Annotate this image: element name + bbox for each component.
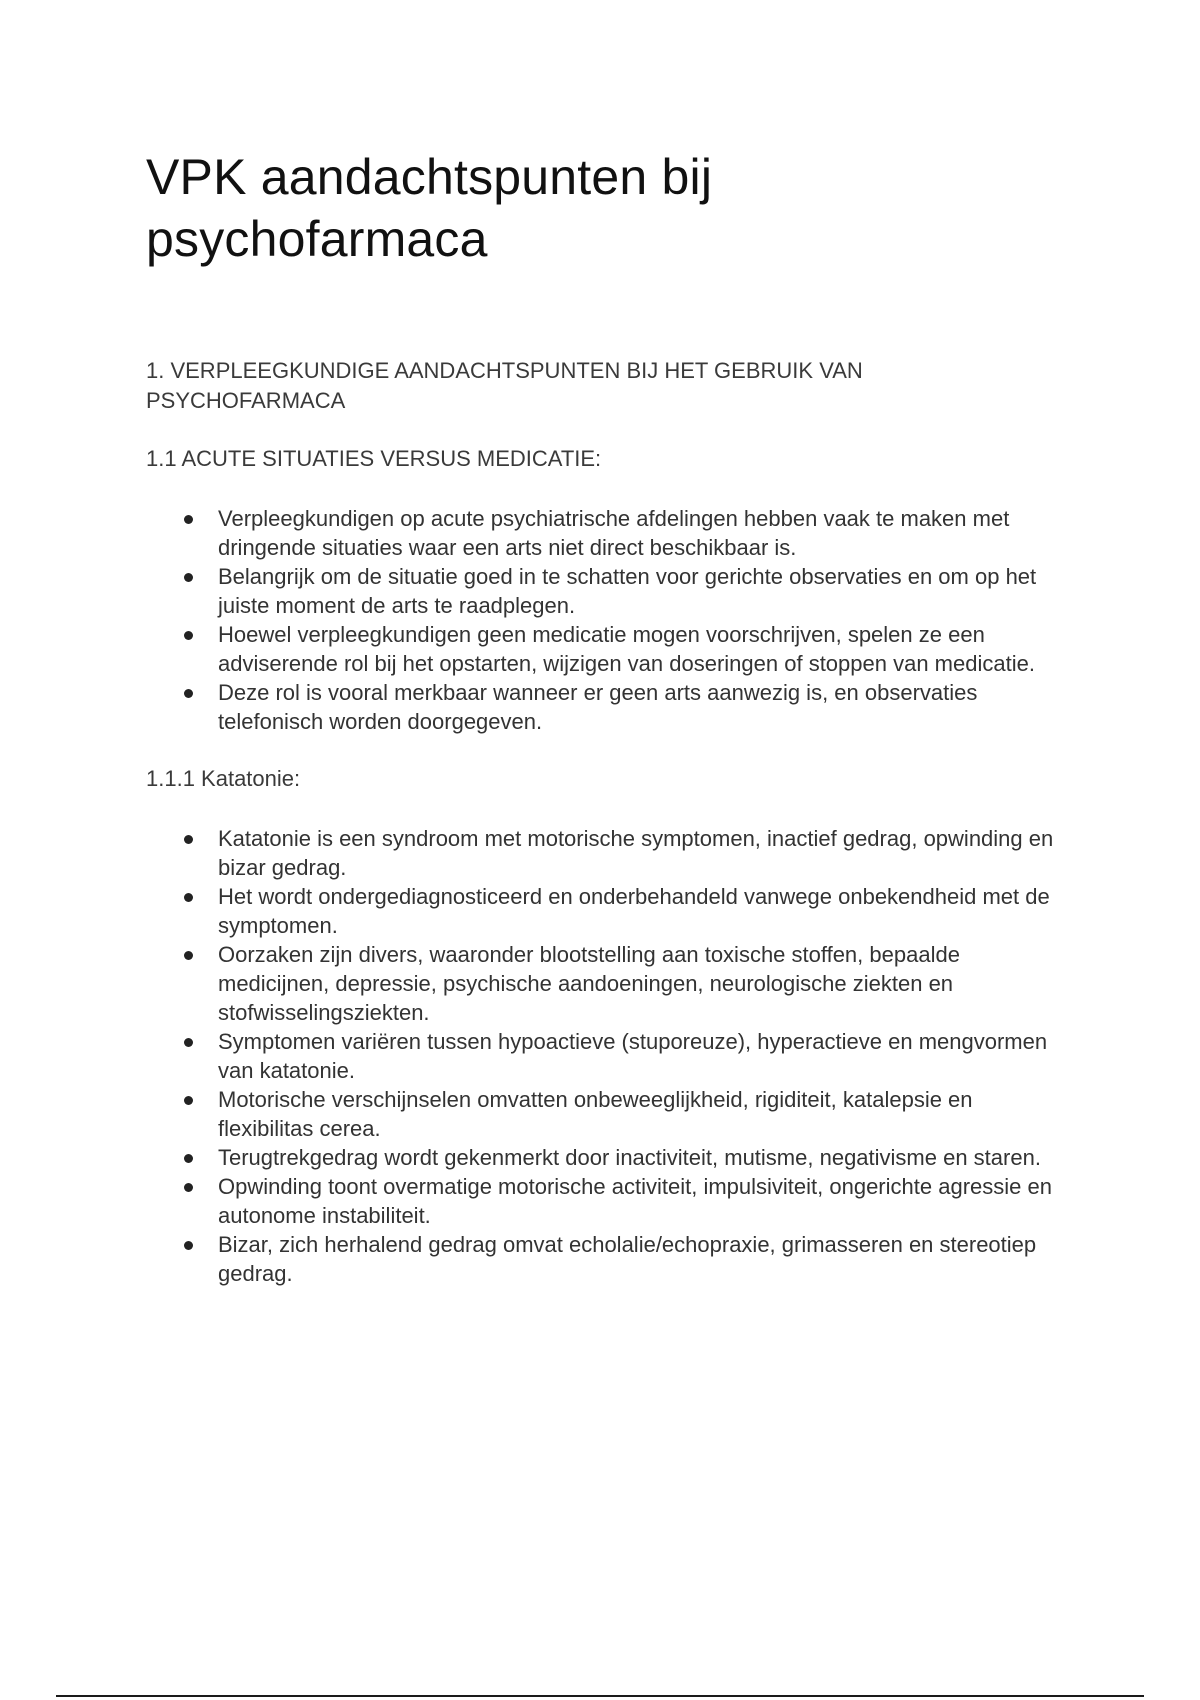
bullet-icon xyxy=(184,1038,193,1047)
list-item xyxy=(146,824,1064,882)
list-item xyxy=(146,1143,1064,1172)
bullet-icon xyxy=(184,515,193,524)
bullet-icon xyxy=(184,689,193,698)
list-item-text: Oorzaken zijn divers, waaronder blootstelling aan toxische stoffen, bepaalde medicijnen, depressie, psychische aandoeningen, neurologische ziekten en stofwisselingsziekten. xyxy=(218,942,960,1025)
document-title: VPK aandachtspunten bij psychofarmaca xyxy=(146,149,713,267)
list-item-text: Symptomen variëren tussen hypoactieve (stuporeuze), hyperactieve en mengvormen van katatonie. xyxy=(218,1029,1048,1083)
list-item xyxy=(146,504,1064,562)
list-item xyxy=(146,1172,1064,1230)
list-item-text: Terugtrekgedrag wordt gekenmerkt door inactiviteit, mutisme, negativisme en staren. xyxy=(218,1145,1041,1170)
bullet-icon xyxy=(184,951,193,960)
list-item-text: Katatonie is een syndroom met motorische symptomen, inactief gedrag, opwinding en bizar gedrag. xyxy=(218,826,1054,880)
list-item-text: Motorische verschijnselen omvatten onbeweeglijkheid, rigiditeit, katalepsie en flexibilitas cerea. xyxy=(218,1087,973,1141)
list-item xyxy=(146,620,1064,678)
list-item-text: Opwinding toont overmatige motorische activiteit, impulsiviteit, ongerichte agressie en autonome instabiliteit. xyxy=(218,1174,1052,1228)
list-item-text: Belangrijk om de situatie goed in te schatten voor gerichte observaties en om op het juiste moment de arts te raadplegen. xyxy=(218,564,1037,618)
bullet-icon xyxy=(184,1241,193,1250)
subsection-heading-katatonie: 1.1.1 Katatonie: xyxy=(146,766,301,791)
list-item xyxy=(146,940,1064,1027)
bullet-icon xyxy=(184,1096,193,1105)
list-item-text: Bizar, zich herhalend gedrag omvat echolalie/echopraxie, grimasseren en stereotiep gedrag. xyxy=(218,1232,1037,1286)
bullet-list-katatonie xyxy=(146,824,1076,1288)
list-item-text: Het wordt ondergediagnosticeerd en onderbehandeld vanwege onbekendheid met de symptomen. xyxy=(218,884,1050,938)
bullet-icon xyxy=(184,631,193,640)
bullet-icon xyxy=(184,835,193,844)
bullet-icon xyxy=(184,573,193,582)
list-item xyxy=(146,562,1064,620)
list-item xyxy=(146,1085,1064,1143)
list-item-text: Verpleegkundigen op acute psychiatrische afdelingen hebben vaak te maken met dringende situaties waar een arts niet direct beschikbaar is. xyxy=(218,506,1010,560)
list-item-text: Hoewel verpleegkundigen geen medicatie mogen voorschrijven, spelen ze een adviserende rol bij het opstarten, wijzigen van doseringen of stoppen van medicatie. xyxy=(218,622,1035,676)
list-item xyxy=(146,1230,1064,1288)
page-bottom-divider xyxy=(56,1695,1144,1697)
section-heading: 1. VERPLEEGKUNDIGE AANDACHTSPUNTEN BIJ HET GEBRUIK VAN PSYCHOFARMACA xyxy=(146,358,863,413)
bullet-icon xyxy=(184,1183,193,1192)
list-item xyxy=(146,882,1064,940)
list-item xyxy=(146,678,1064,736)
subsection-heading-acute-situaties: 1.1 ACUTE SITUATIES VERSUS MEDICATIE: xyxy=(146,446,602,471)
bullet-list-acute-situaties xyxy=(146,504,1076,736)
list-item xyxy=(146,1027,1064,1085)
document-content xyxy=(146,146,1076,1288)
bullet-icon xyxy=(184,1154,193,1163)
bullet-icon xyxy=(184,893,193,902)
list-item-text: Deze rol is vooral merkbaar wanneer er geen arts aanwezig is, en observaties telefonisch worden doorgegeven. xyxy=(218,680,978,734)
